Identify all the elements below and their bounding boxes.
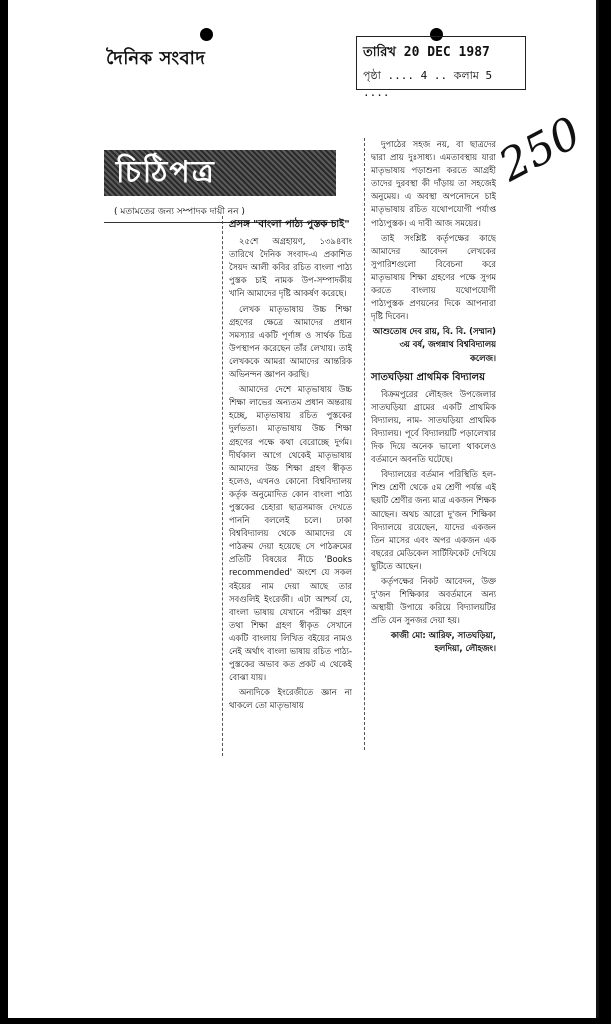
letter2-paragraph: বিদ্যালয়ের বর্তমান পরিস্থিতি হল- শিশু শ্রেণী থেকে ৫ম শ্রেণী পর্যন্ত এই ছয়টি শ্রেণীর জন্য মাত্র একজন শিক্ষক আছেন। অথচ আরো দু'জন শিক্ষিকা বিদ্যালয়ে রয়েছেন, যাদের একজন তিন মাসের এবং অপর একজন এক বছরের মেডিকেল সার্টিফিকেট দেখিয়ে ছুটিতে আছেন। (371, 469, 496, 571)
stamp-date: 20 DEC 1987 (403, 45, 490, 60)
letter2-paragraph: বিক্রমপুরের লৌহজং উপজেলার সাতঘড়িয়া গ্রামের একটি প্রাথমিক বিদ্যালয়, নাম- সাতঘড়িয়া প্রাথমিক বিদ্যালয়। পূর্বে বিদ্যালয়টি পড়ালেখার দিক দিয়ে অনেক ভালো থাকলেও বর্তমানে অবনতি ঘটেছে। (371, 388, 496, 465)
stamp-page-label: পৃষ্ঠা (363, 69, 381, 82)
letter1-continued-paragraph: দুপাঠের সহজ নয়, বা ছাত্রদের দ্বারা প্রায় দুঃসাধ্য। এমতাবস্থায় যারা মাতৃভাষায় পড়াশুনা করতে আগ্রহী তাদের দুরবস্থা কী দাঁড়ায় তা সহজেই অনুমেয়। এ অবস্থা অপনোদনে চাই মাতৃভাষায় রচিত যথোপযোগী পর্যাপ্ত পাঠ্যপুস্তক। এ দাবী আজ সময়ের। (371, 139, 496, 228)
section-banner: চিঠিপত্র (104, 150, 336, 196)
column-left (222, 216, 352, 756)
letter1-paragraph: ২৫শে অগ্রহায়ণ, ১৩৯৪বাং তারিখে দৈনিক সংবাদ-এ প্রকাশিত সৈয়দ আলী কবির রচিত বাংলা পাঠ্য পুস্তক চাই নামক উপ-সম্পাদকীয় খানি আমাদের দৃষ্টি আকর্ষণ করেছে। (229, 236, 352, 299)
newspaper-clipping (102, 138, 497, 758)
stamp-date-label: তারিখ (363, 45, 396, 60)
letter2-signature: কাজী মো: আরিফ, সাতঘড়িয়া, হলদিয়া, লৌহজং। (390, 630, 496, 654)
letter1-paragraph: আমাদের দেশে মাতৃভাষায় উচ্চ শিক্ষা লাভের অন্যতম প্রধান অন্তরায় হচ্ছে, মাতৃভাষায় রচিত পুস্তকের দুর্লভতা। মাতৃভাষায় উচ্চ শিক্ষা গ্রহণের পক্ষে কথা বেরোচ্ছে দুর্গম। দীর্ঘকাল আগে থেকেই মাতৃভাষায় আমাদের উচ্চ শিক্ষা গ্রহণ স্বীকৃত হলেও, এখনও কোনো বিশ্ববিদ্যালয় কর্তৃক অনুমোদিত কোন বাংলা পাঠ্য পুস্তকের চেহারা ছাত্রসমাজ দেখতে পাননি বললেই চলে। ঢাকা বিশ্ববিদ্যালয় থেকে আমাদের যে পাঠক্রম দেয়া হয়েছে সে পাঠক্রমের প্রতিটি বিষয়ের নীচে 'Books recommended' অংশে যে সকল বইয়ের নাম দেয়া আছে তার সবগুলিই ইংরেজী। এটা আশ্চর্য যে, বাংলা ভাষায় যেখানে পরীক্ষা গ্রহণ তথা শিক্ষা গ্রহণ স্বীকৃত সেখানে একটি বাংলায় লিখিত বইয়ের নামও নেই অর্থাৎ বাংলা ভাষায় রচিত পাঠ্য-পুস্তকের অভাব কত প্রকট এ থেকেই বোঝা যায়। (229, 384, 352, 683)
letter1-continued-paragraph: তাই সংশ্লিষ্ট কর্তৃপক্ষের কাছে আমাদের আবেদন লেখকের সুপারিশগুলো বিবেচনা করে মাতৃভাষায় শিক্ষা গ্রহণের পক্ষে সুগম করতে বাংলায় যথোপযোগী পাঠ্যপুস্তক প্রণয়নের দিকে আপনারা দৃষ্টি দিবেন। (371, 232, 496, 322)
letter1-heading: প্রসঙ্গ "বাংলা পাঠ্য পুস্তক চাই" (229, 219, 350, 230)
column-right (364, 138, 496, 750)
stamp-col-label: কলাম (453, 69, 479, 82)
section-banner-subtitle: ( মতামতের জন্য সম্পাদক দায়ী নন ) (104, 202, 336, 223)
handwritten-number: 250 (490, 107, 590, 192)
letter1-paragraph: লেখক মাতৃভাষায় উচ্চ শিক্ষা গ্রহণের ক্ষেত্রে আমাদের প্রধান সমস্যার একটি পূর্ণাঙ্গ ও সার্থক চিত্র উপস্থাপন করেছেন তাঁর লেখায়। তাই লেখককে আমরা আমাদের আন্তরিক অভিনন্দন জ্ঞাপন করছি। (229, 303, 352, 380)
newspaper-name: দৈনিক সংবাদ (106, 48, 206, 69)
letter2-paragraph: কর্তৃপক্ষের নিকট আবেদন, উক্ত দু'জন শিক্ষিকার অবর্তমানে অন্য অস্থায়ী উপায়ে করিয়ে বিদ্যালয়টির প্রতি যেন সুনজর দেয়া হয়। (371, 576, 496, 626)
date-stamp: তারিখ 20 DEC 1987 পৃষ্ঠা .... 4 .. কলাম 5 .... (356, 36, 526, 90)
stamp-page: 4 (420, 69, 428, 82)
letter2-heading: সাতঘড়িয়া প্রাথমিক বিদ্যালয় (371, 371, 486, 383)
letter1-signature: আশুতোষ দেব রায়, বি. বি. (সম্মান) ৩য় বর্ষ, জগন্নাথ বিশ্ববিদ্যালয় কলেজ। (372, 326, 496, 363)
letter1-paragraph: অন্যদিকে ইংরেজীতে জ্ঞান না থাকলে তো মাতৃভাষায় (229, 687, 352, 711)
punch-hole-left (200, 28, 213, 41)
stamp-col: 5 (485, 69, 493, 82)
archive-sheet (8, 0, 599, 1018)
